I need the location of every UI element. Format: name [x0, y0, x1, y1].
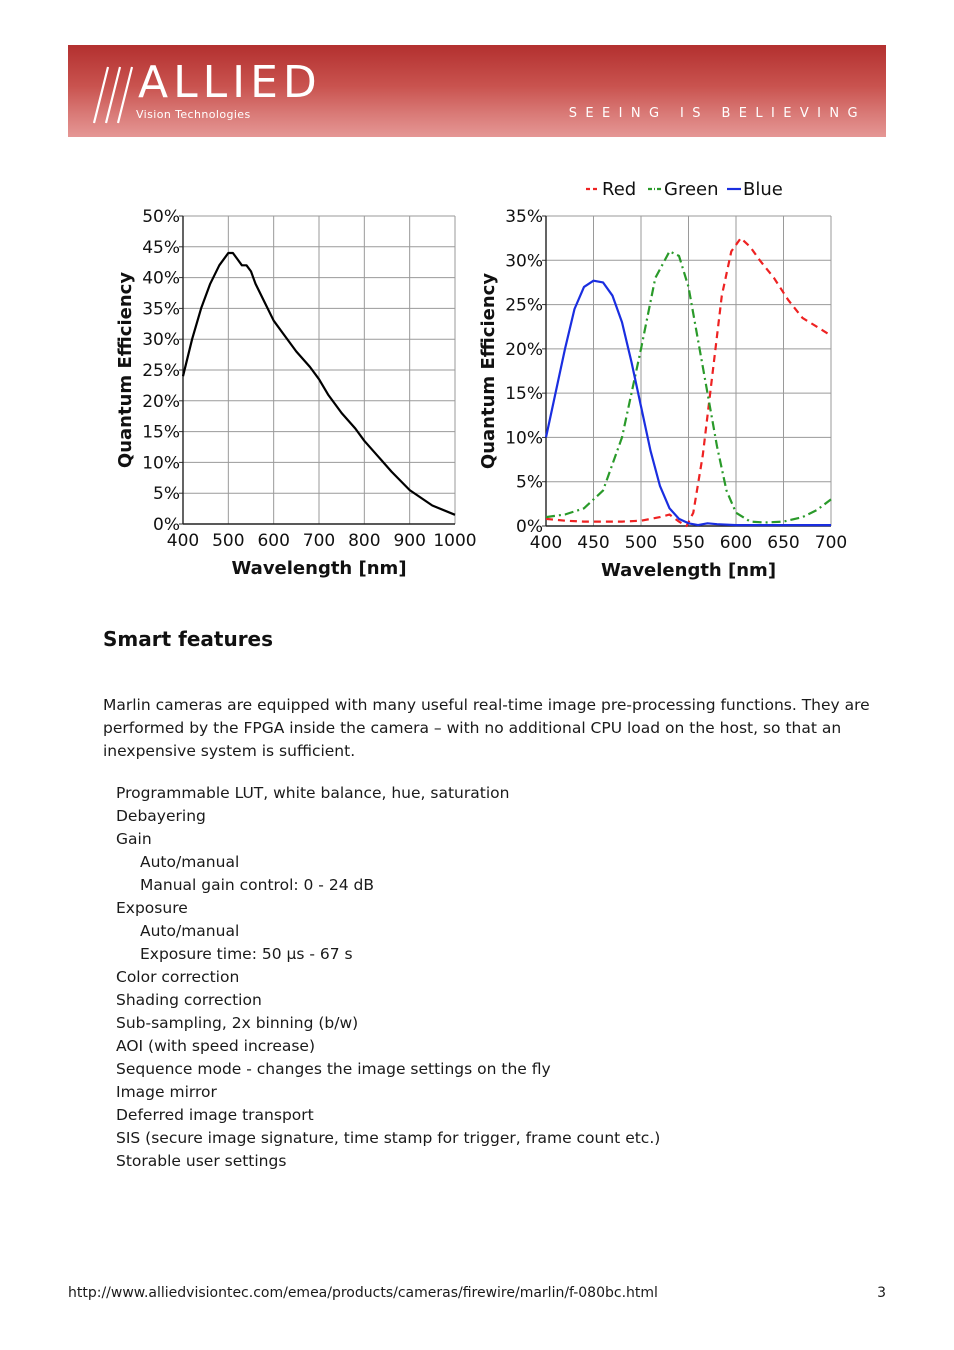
y-tick-label: 35% [505, 207, 543, 227]
y-tick-label: 10% [505, 428, 543, 449]
y-tick-label: 20% [142, 391, 180, 412]
y-tick-label: 25% [142, 361, 180, 381]
page-number: 3 [877, 1285, 886, 1301]
qe-charts-svg [100, 175, 860, 595]
x-axis-label: Wavelength [nm] [600, 560, 777, 581]
x-tick-label: 800 [348, 531, 381, 551]
y-tick-label: 45% [142, 237, 180, 258]
section-title: Smart features [103, 627, 274, 651]
feature-item: Color correction [116, 968, 240, 986]
x-axis-label: Wavelength [nm] [231, 558, 407, 579]
x-tick-label: 650 [767, 533, 800, 553]
x-tick-label: 550 [672, 533, 705, 553]
feature-subitem: Auto/manual [140, 853, 240, 871]
x-tick-label: 1000 [433, 531, 477, 551]
logo-slashes-icon [82, 63, 142, 125]
legend-label-red: Red [602, 179, 637, 200]
feature-item: Gain [116, 830, 152, 848]
feature-item: Shading correction [116, 991, 262, 1009]
feature-item: Sequence mode - changes the image settings on the fly [116, 1060, 551, 1078]
feature-item: SIS (secure image signature, time stamp for trigger, frame count etc.) [116, 1129, 661, 1147]
x-tick-label: 500 [212, 531, 245, 551]
x-tick-label: 400 [529, 533, 563, 553]
y-tick-label: 15% [142, 422, 180, 443]
feature-item: Deferred image transport [116, 1106, 314, 1124]
chart-monochrome [115, 207, 477, 579]
y-axis-label: Quantum Efficiency [115, 271, 136, 469]
y-tick-label: 5% [153, 484, 180, 505]
feature-subitem: Auto/manual [140, 922, 240, 940]
footer-url[interactable]: http://www.alliedvisiontec.com/emea/products/cameras/firewire/marlin/f-080bc.html [68, 1285, 658, 1301]
y-tick-label: 15% [505, 384, 543, 405]
x-tick-label: 700 [302, 531, 336, 551]
y-tick-label: 10% [142, 453, 180, 474]
y-tick-label: 50% [142, 207, 180, 227]
feature-item: Programmable LUT, white balance, hue, saturation [116, 784, 510, 802]
feature-item: Sub-sampling, 2x binning (b/w) [116, 1014, 359, 1032]
y-tick-label: 25% [505, 295, 543, 316]
feature-item: Exposure [116, 899, 188, 917]
feature-item: AOI (with speed increase) [116, 1037, 316, 1055]
quantum-efficiency-charts [100, 175, 860, 595]
legend-label-blue: Blue [743, 179, 783, 200]
tagline: SEEING IS BELIEVING [568, 106, 866, 121]
y-tick-label: 30% [505, 251, 543, 272]
y-tick-label: 5% [516, 472, 543, 493]
x-tick-label: 400 [166, 531, 200, 551]
feature-subitem: Exposure time: 50 µs - 67 s [140, 945, 353, 963]
legend-label-green: Green [664, 179, 719, 200]
y-tick-label: 20% [505, 339, 543, 360]
logo-subtitle: Vision Technologies [136, 108, 251, 121]
feature-item: Storable user settings [116, 1152, 287, 1170]
intro-paragraph: Marlin cameras are equipped with many useful real-time image pre-processing functions. They are performed by the FPGA inside the camera – with no additional CPU load on the host, so that an inexpensive system is sufficient. [103, 696, 870, 760]
feature-list [116, 782, 660, 1173]
y-tick-label: 40% [142, 268, 180, 289]
feature-item: Image mirror [116, 1083, 217, 1101]
x-tick-label: 450 [577, 533, 610, 553]
x-tick-label: 700 [814, 533, 848, 553]
y-tick-label: 30% [142, 330, 180, 351]
x-tick-label: 900 [393, 531, 426, 551]
y-tick-label: 0% [516, 517, 543, 537]
x-tick-label: 500 [624, 533, 658, 553]
header-banner [68, 45, 886, 137]
logo-wordmark: ALLIED [138, 57, 322, 108]
feature-subitem: Manual gain control: 0 - 24 dB [140, 876, 374, 894]
y-tick-label: 35% [142, 299, 180, 320]
y-tick-label: 0% [153, 515, 180, 535]
x-tick-label: 600 [719, 533, 753, 553]
x-tick-label: 600 [257, 531, 290, 551]
feature-item: Debayering [116, 807, 206, 825]
chart-color [478, 179, 847, 581]
y-axis-label: Quantum Efficiency [478, 272, 499, 470]
